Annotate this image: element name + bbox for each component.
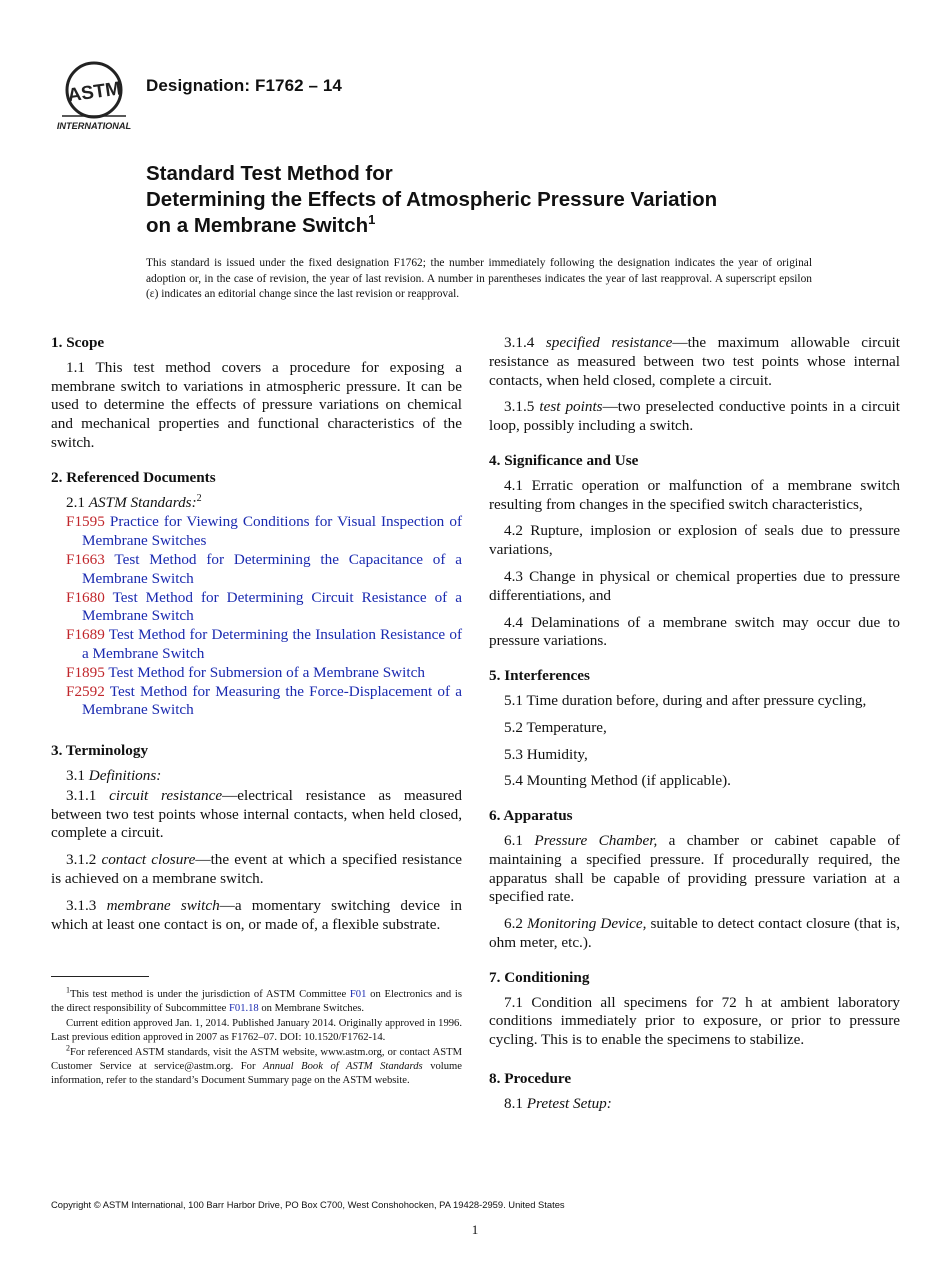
refdocs-heading: 2. Referenced Documents xyxy=(51,468,216,486)
significance-heading: 4. Significance and Use xyxy=(489,451,639,469)
term-definition: 3.1.4 specified resistance—the maximum allowable circuit resistance as measured between two test points whose internal contacts, when held closed, complete a circuit. xyxy=(489,334,901,389)
significance-item: 4.2 Rupture, implosion or explosion of seals due to pressure variations, xyxy=(489,522,900,559)
reference-link[interactable]: F1689 Test Method for Determining the Insulation Resistance of a Membrane Switch xyxy=(66,626,462,662)
interference-item: 5.1 Time duration before, during and after pressure cycling, xyxy=(504,691,867,709)
term-definition: 3.1.3 membrane switch—a momentary switching device in which at least one contact is on, or made of, a flexible substrate. xyxy=(51,896,462,933)
scope-heading: 1. Scope xyxy=(51,334,105,351)
footnote-1: $^1$This test method is under the jurisdiction of ASTM Committee F01 on Electronics and is the direct responsibility of Subcommittee F01.18 on Membrane Switches. xyxy=(51,985,462,1014)
footnotes xyxy=(51,985,462,1089)
apparatus-item: 6.2 Monitoring Device, suitable to detect contact closure (that is, ohm meter, etc.). xyxy=(489,915,900,951)
significance-item: 4.3 Change in physical or chemical properties due to pressure differentiations, and xyxy=(489,567,900,604)
logo-text-bottom: INTERNATIONAL xyxy=(56,121,132,131)
logo-text-top: ASTM xyxy=(66,78,123,107)
title-line-2: Determining the Effects of Atmospheric Pressure Variation xyxy=(146,188,718,211)
footnote-2: $^2$For referenced ASTM standards, visit the ASTM website, www.astm.org, or contact ASTM Customer Service at service@astm.org. For Annual Book of ASTM Standards volume information, refer to the standard’s Document Summary page on the ASTM website. xyxy=(51,1043,462,1086)
subcommittee-link[interactable]: F01.18 xyxy=(229,1002,259,1014)
interference-item: 5.4 Mounting Method (if applicable). xyxy=(504,772,731,790)
committee-link[interactable]: F01 xyxy=(349,989,367,1000)
definitions-subheading: 3.1 Definitions: xyxy=(66,766,162,784)
page-number: 1 xyxy=(471,1222,479,1237)
procedure-subheading: 8.1 Pretest Setup: xyxy=(504,1094,612,1112)
title-footnote-mark: 1 xyxy=(368,212,376,228)
standard-intro: This standard is issued under the fixed designation F1762; the number immediately following the designation indicates the year of original adoption or, in the case of revision, the year of last revision. A number in parentheses indicates the year of last reapproval. A superscript epsilon (ε) indicates an editorial change since the last revision or reapproval. xyxy=(146,257,812,301)
term-definition: 3.1.2 contact closure—the event at which a specified resistance is achieved on a membrane switch. xyxy=(51,851,462,887)
significance-item: 4.4 Delaminations of a membrane switch may occur due to pressure variations. xyxy=(489,613,900,650)
interference-item: 5.2 Temperature, xyxy=(504,718,607,736)
reference-link[interactable]: F1663 Test Method for Determining the Capacitance of a Membrane Switch xyxy=(66,550,462,587)
footnote-1-edition: Current edition approved Jan. 1, 2014. Published January 2014. Originally approved in 1996. Last previous edition approved in 2007 as F1762–07. DOI: 10.1520/F1762-14. xyxy=(51,1018,462,1043)
apparatus-item: 6.1 Pressure Chamber, a chamber or cabinet capable of maintaining a specified pressure. If procedurally required, the apparatus shall be capable of providing pressure variation at a specified rate. xyxy=(489,831,901,906)
reference-link[interactable]: F1680 Test Method for Determining Circuit Resistance of a Membrane Switch xyxy=(66,588,462,625)
designation: Designation: F1762 – 14 xyxy=(146,76,342,95)
procedure-heading: 8. Procedure xyxy=(489,1069,572,1087)
title-line-3: on a Membrane Switch$^1$ xyxy=(146,212,376,237)
significance-item: 4.1 Erratic operation or malfunction of a membrane switch resulting from changes in the specified switch characteristics, xyxy=(489,476,900,513)
reference-link[interactable]: F1895 Test Method for Submersion of a Membrane Switch xyxy=(66,663,425,681)
astm-logo xyxy=(52,60,136,134)
conditioning-paragraph: 7.1 Condition all specimens for 72 h at ambient laboratory conditions immediately prior to exposure, or prior to pressure cycling. This is to enable the specimens to stabilize. xyxy=(489,993,900,1049)
interferences-heading: 5. Interferences xyxy=(489,667,590,685)
right-column xyxy=(489,334,900,1122)
interference-item: 5.3 Humidity, xyxy=(504,745,588,763)
document-title xyxy=(146,161,866,239)
apparatus-heading: 6. Apparatus xyxy=(489,807,573,825)
reference-link[interactable]: F2592 Test Method for Measuring the Force-Displacement of a Membrane Switch xyxy=(66,682,462,719)
copyright-line: Copyright © ASTM International, 100 Barr Harbor Drive, PO Box C700, West Conshohocken, PA 19428-2959. United States xyxy=(51,1199,565,1210)
refdocs-subheading: 2.1 ASTM Standards:$^2$ xyxy=(66,492,202,511)
term-definition: 3.1.1 circuit resistance—electrical resistance as measured between two test points whose internal contacts, when held closed, complete a circuit. xyxy=(51,786,463,842)
term-definition: 3.1.5 test points—two preselected conductive points in a circuit loop, possibly including a switch. xyxy=(489,398,900,435)
left-column xyxy=(51,334,462,942)
footnote-rule xyxy=(51,976,149,977)
terminology-heading: 3. Terminology xyxy=(51,742,149,760)
conditioning-heading: 7. Conditioning xyxy=(489,968,590,986)
title-line-1: Standard Test Method for xyxy=(146,162,393,185)
scope-paragraph: 1.1 This test method covers a procedure for exposing a membrane switch to variations in atmospheric pressure. It can be used to determine the effects of pressure variations on chemical and mechanical properties and functional characteristics of the switch. xyxy=(51,358,462,451)
reference-link[interactable]: F1595 Practice for Viewing Conditions for Visual Inspection of Membrane Switches xyxy=(66,513,462,550)
